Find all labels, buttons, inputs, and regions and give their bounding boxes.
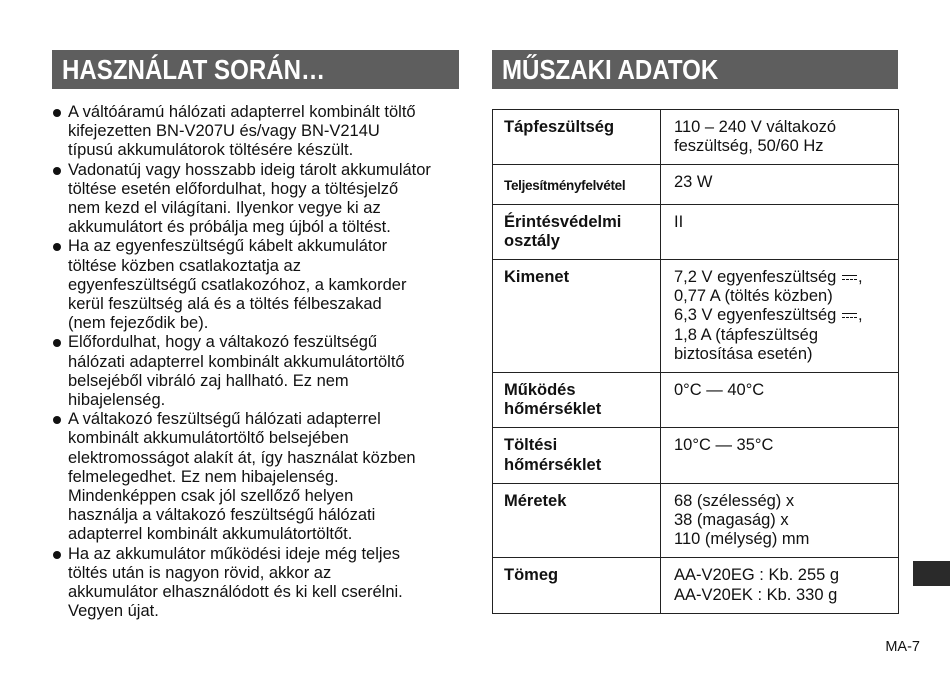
table-row bbox=[493, 373, 899, 428]
spec-value: 0°C — 40°C bbox=[661, 373, 899, 428]
bullet-dot-icon bbox=[53, 243, 61, 251]
spec-label: Érintésvédelmi osztály bbox=[493, 204, 661, 259]
spec-label: Teljesítményfelvétel bbox=[493, 165, 661, 204]
table-row bbox=[493, 204, 899, 259]
bullet-dot-icon bbox=[53, 109, 61, 117]
spec-value: 7,2 V egyenfeszültség , 0,77 A (töltés közben) 6,3 V egyenfeszültség , 1,8 A (tápfeszültség biztosítása esetén) bbox=[661, 260, 899, 373]
table-row bbox=[493, 558, 899, 613]
spec-label: Méretek bbox=[493, 483, 661, 558]
spec-value: AA-V20EG : Kb. 255 g AA-V20EK : Kb. 330 g bbox=[661, 558, 899, 613]
spec-label: Működés hőmérséklet bbox=[493, 373, 661, 428]
bullet-item: A váltakozó feszültségű hálózati adapterrel kombinált akkumulátortöltő belsejében elektromosságot alakít át, így használat közben felmelegedhet. Ez nem hibajelenség. Mindenképpen csak jól szellőző helyen használja a váltakozó feszültségű hálózati adapterrel kombinált akkumulátortöltőt. bbox=[52, 410, 467, 544]
spec-label: Tápfeszültség bbox=[493, 110, 661, 165]
dc-symbol-icon bbox=[842, 274, 857, 282]
bullet-dot-icon bbox=[53, 167, 61, 175]
page-number: MA-7 bbox=[885, 639, 920, 655]
bullet-item: Vadonatúj vagy hosszabb ideig tárolt akkumulátor töltése esetén előfordulhat, hogy a töltésjelző nem kezd el világítani. Ilyenkor vegye ki az akkumulátort és próbálja meg újból a töltést. bbox=[52, 161, 467, 238]
dc-symbol-icon bbox=[842, 312, 857, 320]
bullet-dot-icon bbox=[53, 416, 61, 424]
table-row bbox=[493, 165, 899, 204]
bullet-item: Előfordulhat, hogy a váltakozó feszültségű hálózati adapterrel kombinált akkumulátortöltő belsejéből vibráló zaj hallható. Ez nem hibajelenség. bbox=[52, 333, 467, 410]
table-row bbox=[493, 483, 899, 558]
table-row bbox=[493, 428, 899, 483]
usage-bullet-list bbox=[52, 103, 467, 621]
spec-value: 10°C — 35°C bbox=[661, 428, 899, 483]
bullet-item: Ha az akkumulátor működési ideje még teljes töltés után is nagyon rövid, akkor az akkumulátor elhasználódott és ki kell cserélni. Vegyen újat. bbox=[52, 545, 467, 622]
spec-value: 68 (szélesség) x 38 (magaság) x 110 (mélység) mm bbox=[661, 483, 899, 558]
spec-label: Tömeg bbox=[493, 558, 661, 613]
section-tab-marker bbox=[913, 561, 950, 586]
spec-value: II bbox=[661, 204, 899, 259]
spec-value: 23 W bbox=[661, 165, 899, 204]
usage-heading: HASZNÁLAT SORÁN… bbox=[52, 50, 459, 89]
specs-heading: MŰSZAKI ADATOK bbox=[492, 50, 898, 89]
table-row bbox=[493, 110, 899, 165]
specs-table bbox=[492, 109, 899, 614]
spec-value: 110 – 240 V váltakozó feszültség, 50/60 Hz bbox=[661, 110, 899, 165]
bullet-dot-icon bbox=[53, 551, 61, 559]
bullet-dot-icon bbox=[53, 339, 61, 347]
spec-label: Kimenet bbox=[493, 260, 661, 373]
bullet-item: A váltóáramú hálózati adapterrel kombinált töltő kifejezetten BN-V207U és/vagy BN-V214U típusú akkumulátorok töltésére készült. bbox=[52, 103, 467, 161]
spec-label: Töltési hőmérséklet bbox=[493, 428, 661, 483]
bullet-item: Ha az egyenfeszültségű kábelt akkumulátor töltése közben csatlakoztatja az egyenfeszültségű csatlakozóhoz, a kamkorder kerül feszültség alá és a töltés félbeszakad (nem fejeződik be). bbox=[52, 237, 467, 333]
table-row bbox=[493, 260, 899, 373]
